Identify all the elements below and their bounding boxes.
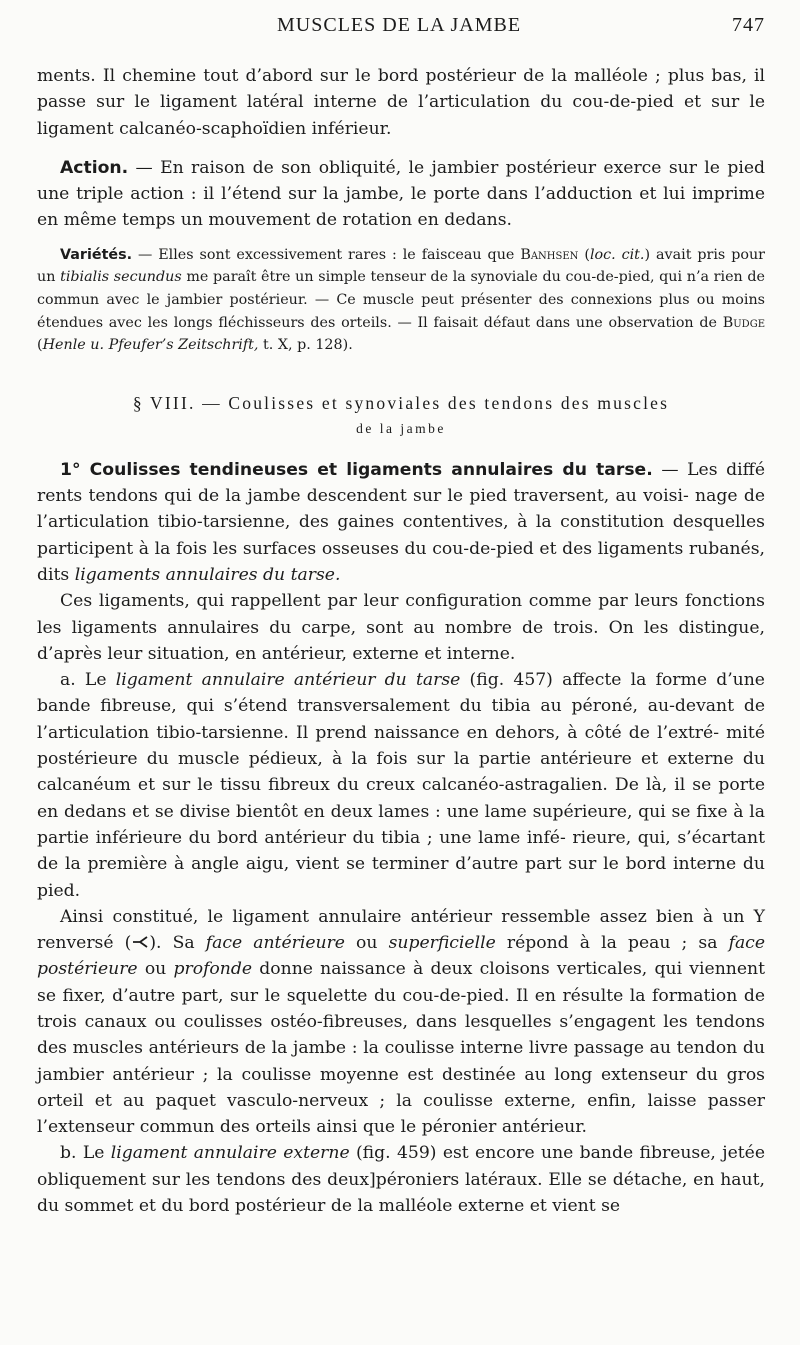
externe-text-1: b. Le xyxy=(60,1143,111,1164)
y-text-1: Ainsi constitué, le ligament annulaire antérieur ressemble assez bien à un Y renversé ( xyxy=(37,906,765,954)
coulisses-text: — Les diffé rents tendons qui de la jambe descendent sur le pied traversent, au voisi- nage de l’articulation tibio-tarsienne, des gaines contentives, à la constitution desquelles participent à la fois les surfaces osseuses du cou-de-pied et des ligaments rubanés, dits xyxy=(37,459,765,585)
varietes-text-3: ) avait pris pour un xyxy=(37,246,766,286)
coulisses-heading: 1° Coulisses tendineuses et ligaments annulaires du tarse. xyxy=(60,459,653,480)
term-ligament-externe: ligament annulaire externe xyxy=(110,1143,350,1164)
inverted-y-symbol-icon xyxy=(131,935,149,949)
term-ligaments-annulaires: ligaments annulaires du tarse. xyxy=(74,564,341,585)
paragraph-ligaments: Ces ligaments, qui rappellent par leur configuration comme par leurs fonctions les ligaments annulaires du carpe, sont au nombre de trois. On les distingue, d’après leur situation, en antérieur, externe et interne. xyxy=(37,591,765,664)
reference-zeitschrift: Henle u. Pfeufer’s Zeitschrift, xyxy=(42,337,259,354)
term-profonde: profonde xyxy=(173,959,253,980)
term-superficielle: superficielle xyxy=(388,933,496,954)
section-body xyxy=(37,457,765,1220)
y-text-3: ou xyxy=(344,933,389,954)
section-heading-line-1: § VIII. — Coulisses et synoviales des tendons des muscles xyxy=(132,392,670,413)
action-text: — En raison de son obliquité, le jambier postérieur exerce sur le pied une triple action : il l’étend sur la jambe, le porte dans l’adduction et lui imprime en même temps un mouvement de rotation en dedans. xyxy=(37,157,765,231)
varietes-text-2: ( xyxy=(578,246,590,263)
term-face-anterieure: face antérieure xyxy=(205,933,345,954)
varietes-text-5: ( xyxy=(37,337,43,354)
section-heading xyxy=(37,391,765,441)
varietes-text-1: — Elles sont excessivement rares : le faisceau que xyxy=(132,246,521,263)
term-face-posterieure: face postérieure xyxy=(37,933,765,980)
y-text-4: répond à la peau ; sa xyxy=(495,933,729,954)
book-page xyxy=(37,0,765,1219)
paragraph-continuation: ments. Il chemine tout d’abord sur le bord postérieur de la malléole ; plus bas, il passe sur le ligament latéral interne de l’articulation du cou-de-pied et sur le ligament calcanéo-scaphoïdien inférieur. xyxy=(37,66,765,139)
varietes-text-6: t. X, p. 128). xyxy=(258,337,353,354)
y-text-2: ). Sa xyxy=(149,933,206,954)
varietes-heading: Variétés. xyxy=(60,246,133,263)
paragraph-ligament-externe xyxy=(37,1140,765,1219)
paragraph-y-renverse xyxy=(37,904,765,1141)
action-heading: Action. xyxy=(60,157,129,178)
paragraph-ligament-anterieur xyxy=(37,667,765,904)
y-text-6: donne naissance à deux cloisons verticales, qui viennent se fixer, d’autre part, sur le squelette du cou-de-pied. Il en résulte la formation de trois canaux ou coulisses ostéo-fibreuses, dans lesquelles s’engagent les tendons des muscles antérieurs de la jambe : la coulisse interne livre passage au tendon du jambier antérieur ; la coulisse moyenne est destinée au long extenseur du gros orteil et au paquet vasculo-nerveux ; la coulisse externe, enfin, laisse passer l’extenseur commun des orteils ainsi que le péronier antérieur. xyxy=(37,959,765,1138)
section-heading-line-2: de la jambe xyxy=(356,420,446,436)
anterieur-text-1: a. Le xyxy=(60,670,116,691)
paragraph-coulisses xyxy=(37,457,765,588)
paragraph-action xyxy=(37,155,765,234)
term-ligament-anterieur: ligament annulaire antérieur du tarse xyxy=(115,670,461,691)
varietes-text-4: me paraît être un simple tenseur de la synoviale du cou-de-pied, qui n’a rien de commun avec le jambier postérieur. — Ce muscle peut présenter des connexions plus ou moins étendues avec les longs fléchisseurs des orteils. — Il faisait défaut dans une observation de xyxy=(37,269,766,331)
reference-loc-cit: loc. cit. xyxy=(589,246,645,263)
externe-text-2: (fig. 459) est encore une bande fibreuse, jetée obliquement sur les tendons des deux]péroniers latéraux. Elle se détache, en haut, du sommet et du bord postérieur de la malléole externe et vient se xyxy=(37,1143,765,1217)
author-banhsen: Banhsen xyxy=(520,246,579,263)
author-budge: Budge xyxy=(722,314,765,331)
y-text-5: ou xyxy=(137,959,174,980)
running-title: MUSCLES DE LA JAMBE xyxy=(277,14,522,36)
paragraph-varietes xyxy=(37,244,765,357)
running-head xyxy=(37,6,765,46)
main-text xyxy=(37,63,765,234)
varietes-note xyxy=(37,244,765,357)
term-tibialis-secundus: tibialis secundus xyxy=(60,269,182,286)
page-number: 747 xyxy=(732,14,765,36)
anterieur-text-2: (fig. 457) affecte la forme d’une bande fibreuse, qui s’étend transversalement du tibia au péroné, au-devant de l’articulation tibio-tarsienne. Il prend naissance en dehors, à côté de l’extré- mité postérieure du muscle pédieux, à la fois sur la partie antérieure et externe du calcanéum et sur le tissu fibreux du creux calcanéo-astragalien. De là, il se porte en dedans et se divise bientôt en deux lames : une lame supérieure, qui se fixe à la partie inférieure du bord antérieur du tibia ; une lame infé- rieure, qui, s’écartant de la première à angle aigu, vient se terminer d’autre part sur le bord interne du pied. xyxy=(37,670,765,901)
